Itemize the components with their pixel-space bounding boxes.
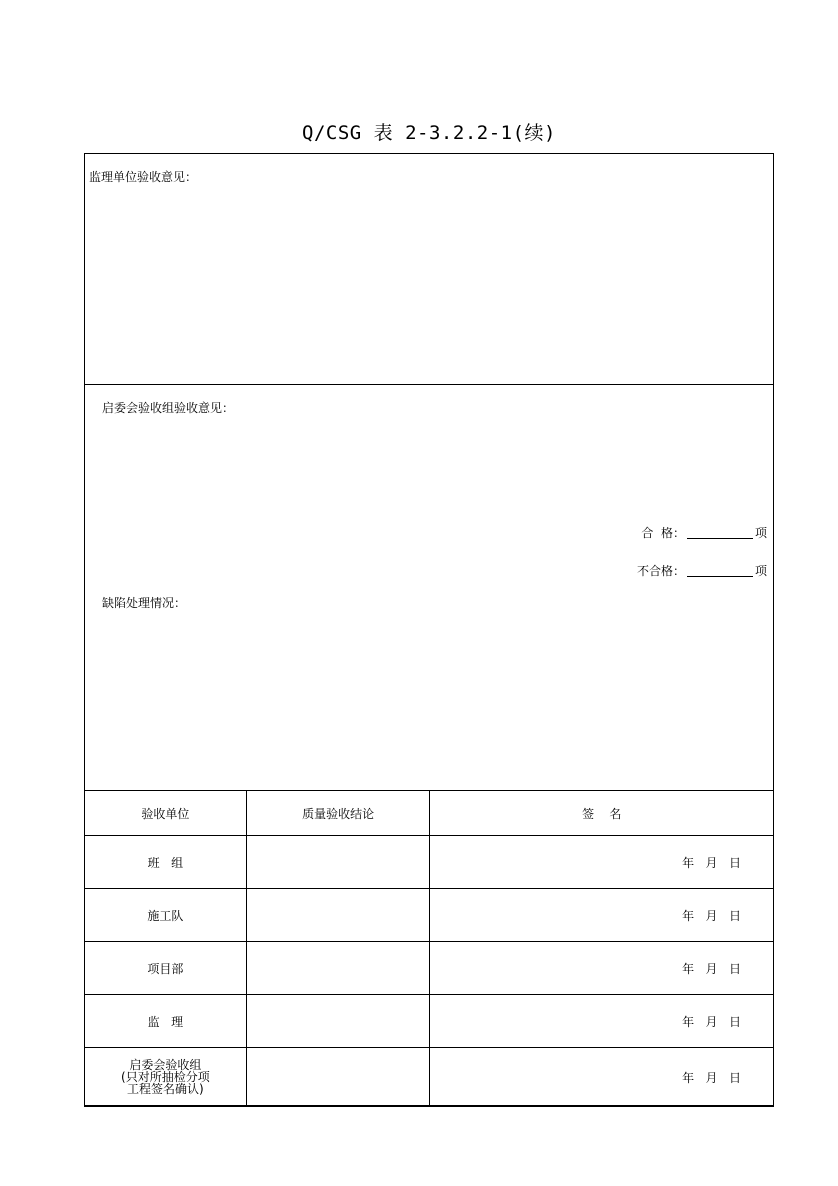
row-unit-project-dept: 项目部: [85, 942, 247, 995]
row-unit-team: 班 组: [85, 836, 247, 889]
signature-date-cell[interactable]: 年 月 日: [430, 995, 774, 1048]
table-row: [85, 836, 774, 889]
defect-handling-area[interactable]: [102, 614, 762, 784]
section-divider: [85, 384, 773, 385]
header-signature: 签 名: [430, 791, 774, 836]
row-unit-supervision: 监 理: [85, 995, 247, 1048]
conclusion-cell[interactable]: [246, 942, 430, 995]
table-row: [85, 1048, 774, 1107]
unqualified-unit: 项: [754, 564, 767, 578]
committee-opinion-label: 启委会验收组验收意见：: [102, 401, 235, 415]
supervision-opinion-area[interactable]: [89, 188, 769, 378]
table-row: [85, 995, 774, 1048]
conclusion-cell[interactable]: [246, 889, 430, 942]
committee-unit-note-line: (只对所抽检分项: [121, 1070, 210, 1084]
table-row: [85, 889, 774, 942]
unqualified-label: 不合格：: [636, 564, 685, 578]
conclusion-cell[interactable]: [246, 1048, 430, 1107]
page-title: Q/CSG 表 2-3.2.2-1(续): [302, 122, 556, 144]
supervision-opinion-label: 监理单位验收意见：: [89, 170, 198, 184]
qualified-label: 合 格：: [641, 526, 685, 540]
unqualified-count-field[interactable]: [687, 564, 753, 577]
conclusion-cell[interactable]: [246, 836, 430, 889]
defect-handling-label: 缺陷处理情况：: [102, 596, 187, 610]
row-unit-construction-team: 施工队: [85, 889, 247, 942]
signature-date-cell[interactable]: 年 月 日: [430, 942, 774, 995]
signoff-table: [84, 790, 774, 1107]
qualified-unit: 项: [754, 526, 767, 540]
conclusion-cell[interactable]: [246, 995, 430, 1048]
committee-unit-line: 启委会验收组: [129, 1058, 202, 1072]
qualified-count-field[interactable]: [687, 526, 753, 539]
table-row: [85, 942, 774, 995]
signature-date-cell[interactable]: 年 月 日: [430, 889, 774, 942]
table-header-row: [85, 791, 774, 836]
row-unit-committee: [85, 1048, 247, 1107]
signature-date-cell[interactable]: 年 月 日: [430, 1048, 774, 1107]
signature-date-cell[interactable]: 年 月 日: [430, 836, 774, 889]
committee-unit-note-line: 工程签名确认): [127, 1082, 204, 1096]
qualified-count-row: [641, 524, 767, 541]
header-conclusion: 质量验收结论: [246, 791, 430, 836]
header-unit: 验收单位: [85, 791, 247, 836]
acceptance-form: [84, 153, 774, 1106]
unqualified-count-row: [637, 562, 767, 579]
